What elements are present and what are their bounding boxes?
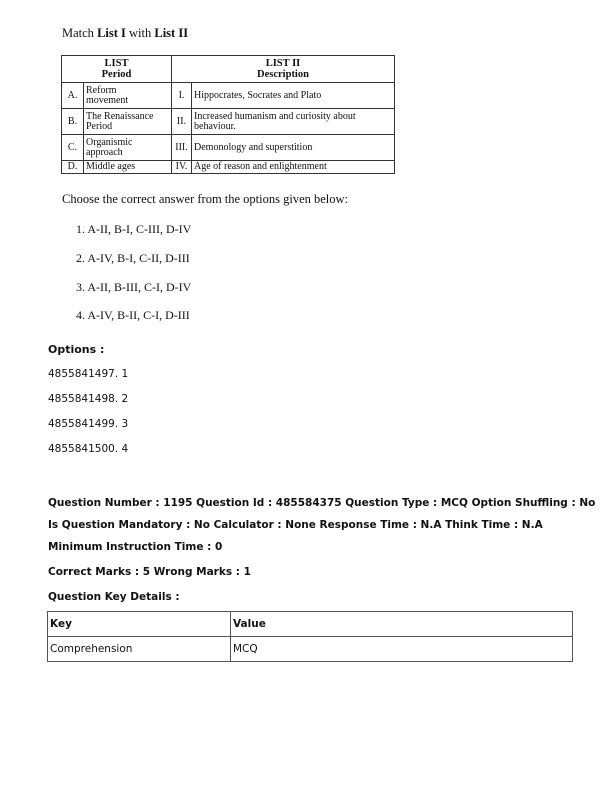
value-header: Value: [231, 612, 573, 637]
header-list1: [62, 56, 172, 83]
key-cell: Comprehension: [48, 637, 231, 662]
description-line: behaviour.: [194, 120, 236, 132]
value-cell: MCQ: [231, 637, 573, 662]
option-id-4: 4855841500. 4: [48, 443, 129, 455]
answer-option-3: 3. A-II, B-III, C-I, D-IV: [76, 280, 192, 294]
row-roman: IV.: [172, 161, 192, 174]
option-id-3: 4855841499. 3: [48, 418, 129, 430]
option-id-1: 4855841497. 1: [48, 368, 129, 380]
question-meta-line1: Question Number : 1195 Question Id : 485584375 Question Type : MCQ Option Shuffling : No: [48, 497, 596, 509]
question-meta-line2: Is Question Mandatory : No Calculator : None Response Time : N.A Think Time : N.A: [48, 519, 543, 531]
match-table: [61, 55, 395, 174]
description-line: Age of reason and enlightenment: [194, 161, 327, 172]
header-list2: [172, 56, 395, 83]
table-row: [62, 135, 395, 161]
header-list1-sub: Period: [101, 69, 132, 80]
description-line: Demonology and superstition: [194, 141, 313, 153]
period-line: Middle ages: [86, 161, 136, 172]
period-line: The Renaissance: [86, 110, 154, 122]
row-letter: A.: [62, 83, 84, 109]
description-line: Increased humanism and curiosity about: [194, 110, 356, 122]
period-line: Reform: [86, 84, 117, 96]
row-period: [84, 161, 172, 174]
row-description: [192, 109, 395, 135]
choose-instruction: Choose the correct answer from the options given below:: [62, 192, 349, 206]
key-header: Key: [48, 612, 231, 637]
header-list1-title: LIST: [104, 58, 129, 69]
key-details-table: [47, 611, 573, 662]
prompt-list1: List I: [97, 26, 126, 40]
header-list2-title: LIST II: [265, 58, 301, 69]
prompt-prefix: Match: [62, 26, 94, 40]
row-letter: C.: [62, 135, 84, 161]
table-row: [62, 161, 395, 174]
row-period: [84, 109, 172, 135]
row-roman: III.: [172, 135, 192, 161]
row-description: [192, 135, 395, 161]
key-details-label: Question Key Details :: [48, 591, 180, 603]
row-letter: B.: [62, 109, 84, 135]
options-label: Options :: [48, 343, 105, 356]
row-roman: I.: [172, 83, 192, 109]
table-row: [62, 109, 395, 135]
period-line: Period: [86, 120, 113, 132]
row-roman: II.: [172, 109, 192, 135]
answer-option-1: 1. A-II, B-I, C-III, D-IV: [76, 222, 192, 236]
row-description: [192, 83, 395, 109]
row-letter: D.: [62, 161, 84, 174]
prompt-with: with: [129, 26, 152, 40]
period-line: Organismic: [86, 136, 133, 148]
prompt-list2: List II: [154, 26, 189, 40]
table-row: [62, 83, 395, 109]
answer-option-2: 2. A-IV, B-I, C-II, D-III: [76, 251, 190, 265]
answer-option-4: 4. A-IV, B-II, C-I, D-III: [76, 308, 190, 322]
period-line: movement: [86, 94, 129, 106]
question-marks: Correct Marks : 5 Wrong Marks : 1: [48, 566, 251, 578]
question-meta-line3: Minimum Instruction Time : 0: [48, 541, 223, 553]
header-list2-sub: Description: [257, 69, 309, 80]
question-prompt: [62, 26, 188, 41]
option-id-2: 4855841498. 2: [48, 393, 129, 405]
row-description: [192, 161, 395, 174]
row-period: [84, 83, 172, 109]
period-line: approach: [86, 146, 123, 158]
table-row: [48, 637, 573, 662]
row-period: [84, 135, 172, 161]
key-table-header: [48, 612, 573, 637]
description-line: Hippocrates, Socrates and Plato: [194, 89, 322, 101]
